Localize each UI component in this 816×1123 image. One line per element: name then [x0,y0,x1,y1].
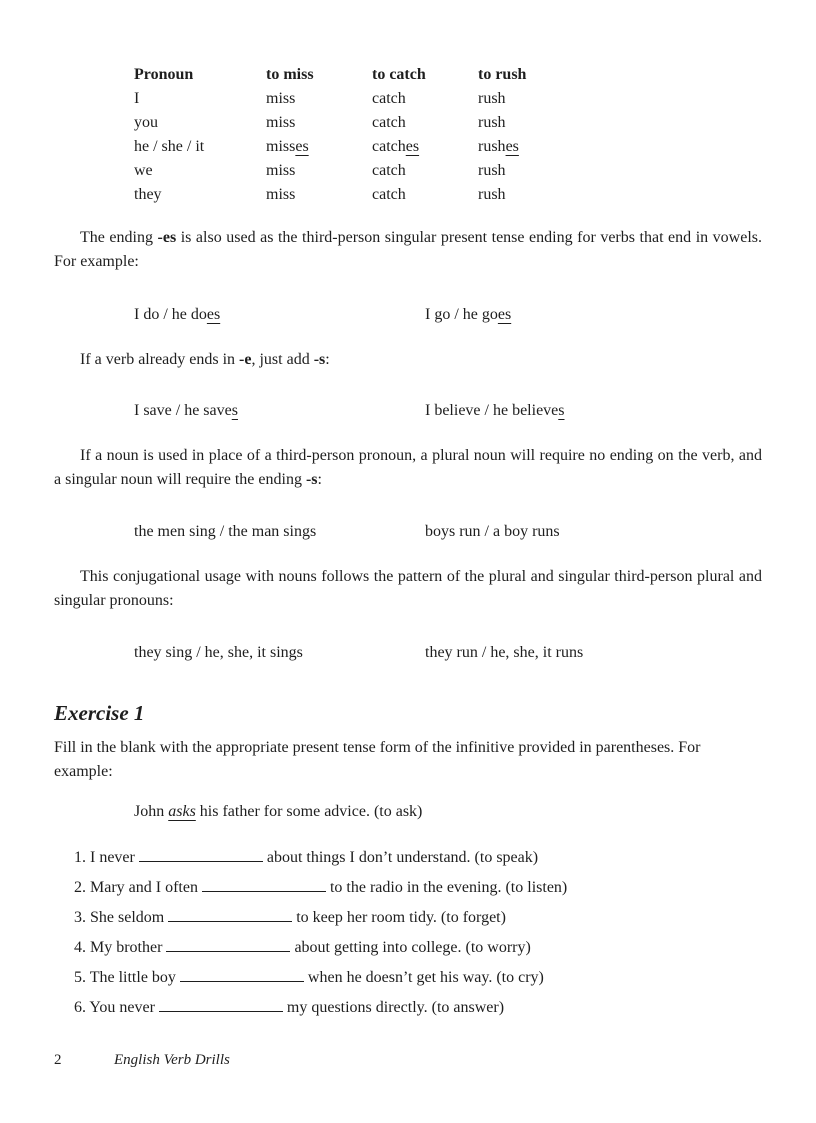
table-cell: catch [372,114,406,131]
ending-es: -es [157,229,177,246]
item-text-after: my questions directly. (to answer) [286,999,505,1016]
table-cell: you [134,114,158,131]
example-pair [0,643,816,663]
table-cell: rush [478,162,506,179]
paragraph-e-ending: If a verb already ends in -e, just add -s: [80,351,330,368]
answer-blank[interactable] [202,877,326,892]
item-number: 1. [74,849,86,866]
table-cell: we [134,162,153,179]
item-text-before: My brother [90,939,163,956]
exercise-item [56,997,567,1027]
answer-blank[interactable] [180,967,304,982]
table-header: to miss [266,66,314,83]
item-text-before: She seldom [90,909,165,926]
item-number: 3. [74,909,86,926]
exercise-item [56,967,567,997]
example-pair [0,401,816,421]
item-text-before: Mary and I often [90,879,198,896]
table-cell: miss [266,186,296,203]
paragraph-pattern: This conjugational usage with nouns follows the pattern of the plural and singular third-person plural and singular pronouns: [54,568,762,609]
table-cell: miss [266,162,296,179]
example-right: they run / he, she, it runs [425,644,584,661]
paragraph-text: The ending [80,229,158,246]
item-text-after: when he doesn’t get his way. (to cry) [307,969,544,986]
example-pair [0,522,816,542]
table-cell: rush [478,186,506,203]
paragraph-noun-usage: If a noun is used in place of a third-person pronoun, a plural noun will require no ending on the verb, and a singular noun will require the ending -s: [54,447,762,488]
verb-ending: es [405,138,420,155]
item-number: 4. [74,939,86,956]
table-cell: rush [478,114,506,131]
verb-ending: es [295,138,309,155]
item-text-after: to keep her room tidy. (to forget) [296,909,506,926]
item-number: 2. [74,879,86,896]
table-cell: catch [372,186,406,203]
paragraph-text: is also used as the third-person singular present tense ending for verbs that end in vowels. For example: [54,229,763,270]
example-left: they sing / he, she, it sings [134,644,303,661]
example-left: the men sing / the man sings [134,523,317,540]
item-text-after: about getting into college. (to worry) [294,939,531,956]
example-right: boys run / a boy runs [425,523,560,540]
example-pair [0,305,816,325]
exercise-item [56,847,567,877]
item-text-after: to the radio in the evening. (to listen) [329,879,568,896]
exercise-item [56,937,567,967]
answer-blank[interactable] [166,937,290,952]
item-text-before: I never [90,849,135,866]
table-cell: he / she / it [134,138,205,155]
table-cell: I [134,90,140,107]
exercise-item [56,877,567,907]
answer-blank[interactable] [139,847,263,862]
exercise-heading: Exercise 1 [54,701,145,725]
example-right: I go / he goes [425,306,512,323]
exercise-example: John asks his father for some advice. (to ask) [134,803,423,820]
example-right: I believe / he believes [425,402,565,419]
table-cell: miss [266,90,296,107]
table-cell: catch [372,162,406,179]
table-cell: misses [266,138,309,155]
item-text-before: The little boy [89,969,176,986]
item-number: 5. [74,969,86,986]
example-left: I do / he does [134,306,221,323]
item-number: 6. [74,999,86,1016]
verb-ending: es [505,138,519,155]
table-cell: rush [478,90,506,107]
table-cell: rushes [478,138,519,155]
item-text-after: about things I don’t understand. (to speak) [266,849,539,866]
answer-blank[interactable] [168,907,292,922]
page-number: 2 [54,1052,62,1068]
table-cell: they [134,186,162,203]
table-header: to catch [372,66,426,83]
table-header: Pronoun [134,66,194,83]
exercise-instructions: Fill in the blank with the appropriate present tense form of the infinitive provided in parentheses. For example: [54,739,701,780]
table-cell: miss [266,114,296,131]
table-header: to rush [478,66,527,83]
book-title: English Verb Drills [114,1052,230,1068]
exercise-item [56,907,567,937]
table-cell: catches [372,138,420,155]
exercise-items [56,847,567,1027]
paragraph-es-ending [54,226,762,274]
example-answer: asks [168,803,196,820]
example-left: I save / he saves [134,402,238,419]
table-cell: catch [372,90,406,107]
item-text-before: You never [89,999,155,1016]
answer-blank[interactable] [159,997,283,1012]
